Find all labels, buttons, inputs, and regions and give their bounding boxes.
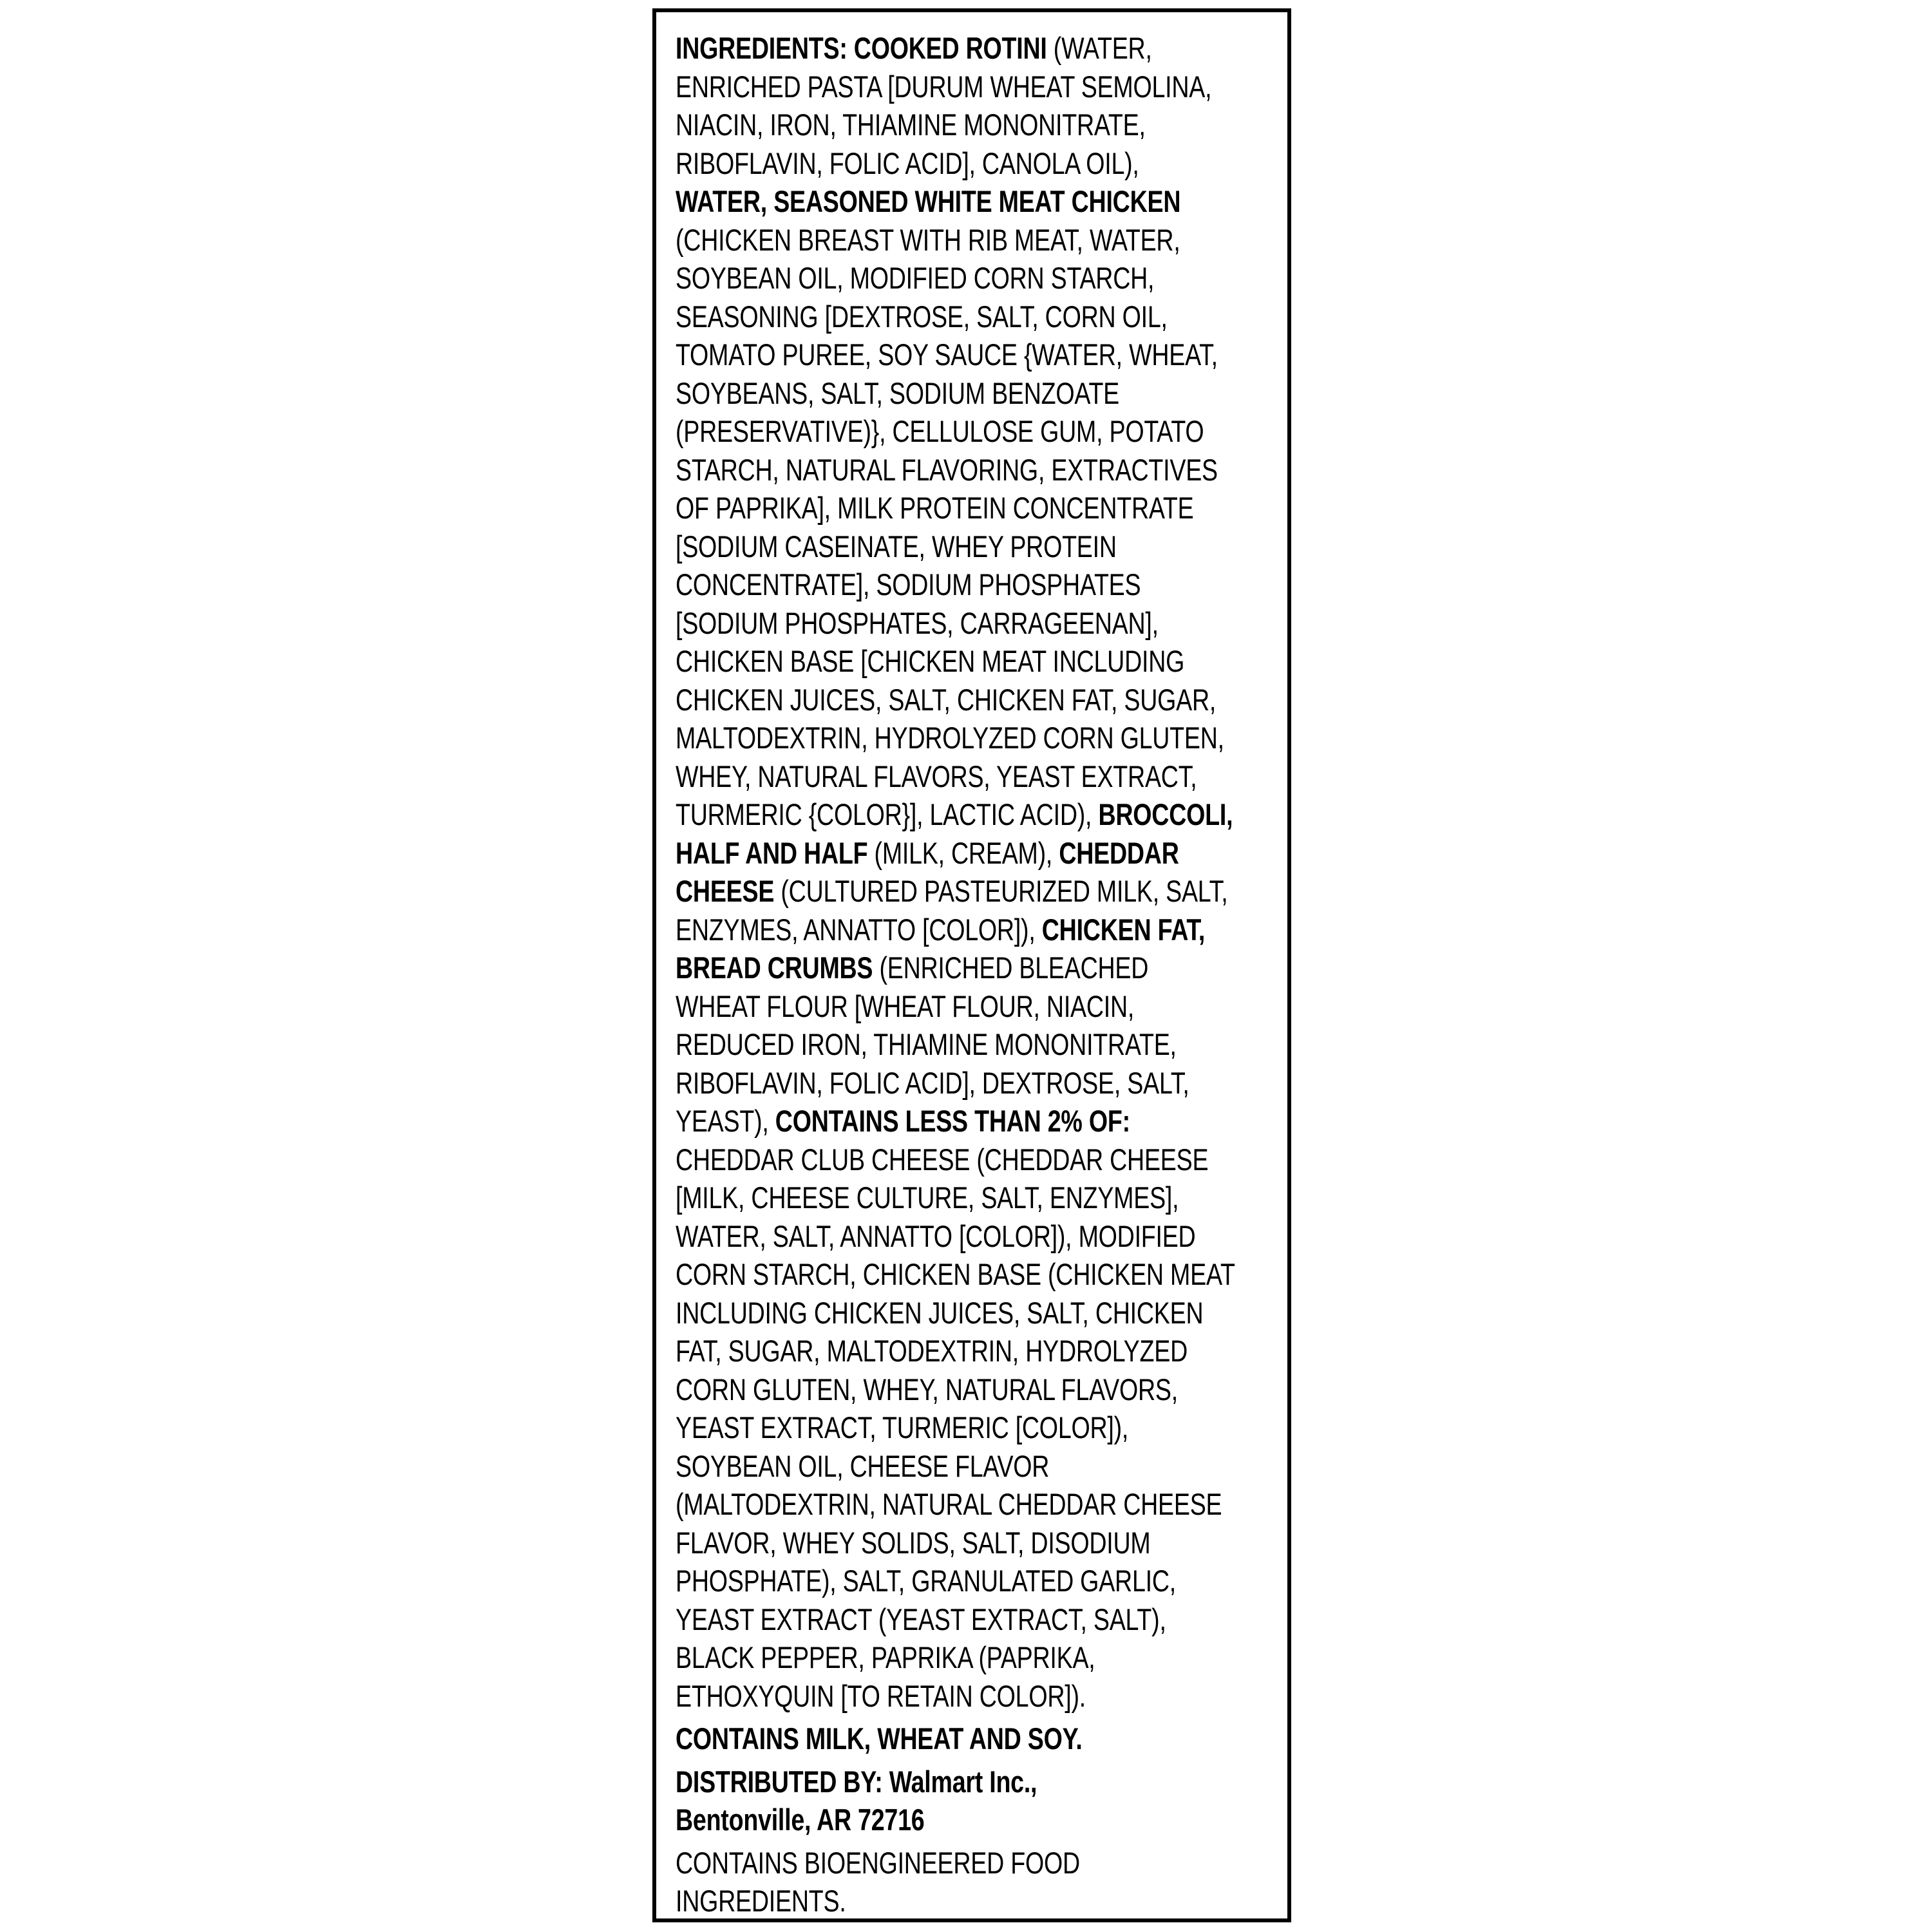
ingredient-line [676, 1332, 1188, 1370]
ingredient-text: WHEY, NATURAL FLAVORS, YEAST EXTRACT, [676, 759, 1197, 793]
ingredient-text: SEASONING [DEXTROSE, SALT, CORN OIL, [676, 299, 1168, 334]
ingredient-line [676, 1485, 1222, 1524]
ingredient-line [676, 1524, 1155, 1562]
ingredient-line [676, 336, 1218, 374]
ingredient-line [676, 757, 1197, 796]
ingredient-text: (CULTURED PASTEURIZED MILK, SALT, [774, 874, 1228, 908]
ingredient-line [676, 221, 1180, 260]
ingredient-line [676, 565, 1155, 604]
ingredient-text: TURMERIC {COLOR}], LACTIC ACID), [676, 797, 1099, 831]
ingredient-text: YEAST EXTRACT (YEAST EXTRACT, SALT), [676, 1602, 1166, 1636]
ingredient-line [676, 987, 1155, 1026]
ingredient-text: WATER, SALT, ANNATTO [COLOR]), MODIFIED [676, 1218, 1196, 1253]
ingredient-line [676, 374, 1155, 413]
ingredient-text: BLACK PEPPER, PAPRIKA (PAPRIKA, [676, 1640, 1095, 1674]
ingredient-text: YEAST EXTRACT, TURMERIC [COLOR]), [676, 1410, 1129, 1444]
ingredient-line [676, 1064, 1189, 1103]
ingredient-line [676, 1600, 1166, 1639]
ingredient-line [676, 1882, 1155, 1920]
ingredient-line [676, 1677, 1155, 1716]
ingredient-text: RIBOFLAVIN, FOLIC ACID], CANOLA OIL), [676, 146, 1139, 180]
ingredient-line [676, 834, 1179, 873]
ingredient-line [676, 604, 1159, 643]
ingredient-line [676, 1719, 1155, 1758]
ingredient-line [676, 298, 1168, 336]
ingredient-text: INGREDIENTS. [676, 1884, 846, 1918]
ingredient-text-bold: HALF AND HALF [676, 835, 868, 870]
ingredient-line [676, 1638, 1155, 1677]
ingredient-text: CHICKEN JUICES, SALT, CHICKEN FAT, SUGAR, [676, 682, 1217, 717]
ingredient-text: ETHOXYQUIN [TO RETAIN COLOR]). [676, 1678, 1086, 1713]
ingredient-text-bold: INGREDIENTS: COOKED ROTINI [676, 31, 1047, 65]
ingredient-line [676, 144, 1155, 183]
ingredient-text: NIACIN, IRON, THIAMINE MONONITRATE, [676, 108, 1146, 142]
ingredient-text: CONCENTRATE], SODIUM PHOSPHATES [676, 567, 1141, 601]
ingredient-line [676, 489, 1194, 527]
ingredient-text: (WATER, [1046, 31, 1152, 65]
ingredients-text [676, 29, 1274, 1920]
ingredient-text: STARCH, NATURAL FLAVORING, EXTRACTIVES [676, 452, 1218, 487]
ingredient-text: CORN STARCH, CHICKEN BASE (CHICKEN MEAT [676, 1257, 1235, 1291]
ingredient-line [676, 642, 1185, 681]
ingredient-text: ENRICHED PASTA [DURUM WHEAT SEMOLINA, [676, 69, 1212, 104]
ingredient-text-bold: CHEDDAR [1059, 835, 1179, 870]
ingredient-line [676, 182, 1181, 221]
ingredient-line [676, 1025, 1177, 1064]
ingredient-text: (PRESERVATIVE)}, CELLULOSE GUM, POTATO [676, 414, 1204, 448]
ingredient-line [676, 259, 1155, 298]
ingredient-text: OF PAPRIKA], MILK PROTEIN CONCENTRATE [676, 491, 1194, 525]
ingredient-text-bold: CHICKEN FAT, [1041, 912, 1206, 947]
ingredient-text: TOMATO PUREE, SOY SAUCE {WATER, WHEAT, [676, 337, 1218, 372]
ingredient-text: CHICKEN BASE [CHICKEN MEAT INCLUDING [676, 644, 1185, 678]
ingredient-line [676, 1447, 1155, 1486]
ingredient-line [676, 451, 1218, 489]
ingredient-text: MALTODEXTRIN, HYDROLYZED CORN GLUTEN, [676, 721, 1224, 755]
ingredient-line [676, 412, 1204, 451]
ingredient-text: PHOSPHATE), SALT, GRANULATED GARLIC, [676, 1564, 1176, 1598]
ingredient-text: (MALTODEXTRIN, NATURAL CHEDDAR CHEESE [676, 1487, 1222, 1521]
ingredient-text: (CHICKEN BREAST WITH RIB MEAT, WATER, [676, 222, 1180, 257]
ingredient-line [676, 29, 1155, 68]
ingredient-text: [SODIUM CASEINATE, WHEY PROTEIN [676, 529, 1117, 564]
ingredient-text: SOYBEAN OIL, MODIFIED CORN STARCH, [676, 261, 1155, 295]
ingredient-text: SOYBEANS, SALT, SODIUM BENZOATE [676, 375, 1120, 410]
ingredient-line [676, 527, 1155, 566]
ingredient-line [676, 719, 1224, 757]
ingredient-line [676, 1763, 1155, 1801]
ingredient-text: YEAST), [676, 1104, 775, 1138]
ingredient-text: SOYBEAN OIL, CHEESE FLAVOR [676, 1448, 1050, 1483]
ingredient-text-bold: CHEESE [676, 874, 775, 908]
ingredient-line [676, 1217, 1196, 1256]
ingredient-text: CHEDDAR CLUB CHEESE (CHEDDAR CHEESE [676, 1142, 1209, 1177]
ingredient-line [676, 1408, 1155, 1447]
ingredient-line [676, 1370, 1178, 1409]
ingredient-line [676, 1562, 1176, 1600]
ingredient-line [676, 1179, 1179, 1217]
ingredient-text: (MILK, CREAM), [867, 835, 1059, 870]
ingredient-text: WHEAT FLOUR [WHEAT FLOUR, NIACIN, [676, 989, 1135, 1023]
ingredient-line [676, 911, 1206, 949]
ingredient-line [676, 1141, 1209, 1179]
ingredient-text: CONTAINS BIOENGINEERED FOOD [676, 1845, 1080, 1880]
ingredient-line [676, 68, 1212, 106]
ingredient-line [676, 1255, 1235, 1294]
ingredient-text-bold: DISTRIBUTED BY: Walmart Inc., [676, 1764, 1037, 1799]
ingredient-line [676, 1294, 1204, 1332]
ingredient-text: (ENRICHED BLEACHED [873, 951, 1149, 985]
ingredient-text: RIBOFLAVIN, FOLIC ACID], DEXTROSE, SALT, [676, 1065, 1189, 1100]
ingredient-text-bold: Bentonville, AR 72716 [676, 1803, 925, 1837]
ingredient-text: [SODIUM PHOSPHATES, CARRAGEENAN], [676, 605, 1159, 640]
ingredient-text: FLAVOR, WHEY SOLIDS, SALT, DISODIUM [676, 1525, 1151, 1560]
ingredient-text: [MILK, CHEESE CULTURE, SALT, ENZYMES], [676, 1180, 1179, 1215]
ingredient-line [676, 106, 1155, 144]
ingredient-line [676, 795, 1233, 834]
ingredient-text: REDUCED IRON, THIAMINE MONONITRATE, [676, 1027, 1177, 1061]
ingredient-line [676, 1844, 1155, 1882]
ingredient-line [676, 1102, 1155, 1141]
ingredient-text: CORN GLUTEN, WHEY, NATURAL FLAVORS, [676, 1372, 1178, 1406]
ingredient-text-bold: CONTAINS LESS THAN 2% OF: [775, 1104, 1130, 1138]
ingredient-line [676, 872, 1228, 911]
ingredient-line [676, 681, 1217, 719]
ingredient-text-bold: BROCCOLI, [1098, 797, 1233, 831]
ingredient-text-bold: CONTAINS MILK, WHEAT AND SOY. [676, 1721, 1083, 1756]
ingredient-line [676, 1801, 1155, 1839]
ingredients-panel [652, 8, 1291, 1922]
ingredient-text-bold: WATER, SEASONED WHITE MEAT CHICKEN [676, 184, 1181, 218]
ingredient-text: ENZYMES, ANNATTO [COLOR]), [676, 912, 1042, 947]
ingredient-line [676, 949, 1155, 987]
ingredient-text: INCLUDING CHICKEN JUICES, SALT, CHICKEN [676, 1295, 1204, 1330]
ingredient-text-bold: BREAD CRUMBS [676, 951, 873, 985]
ingredient-text: FAT, SUGAR, MALTODEXTRIN, HYDROLYZED [676, 1334, 1188, 1368]
